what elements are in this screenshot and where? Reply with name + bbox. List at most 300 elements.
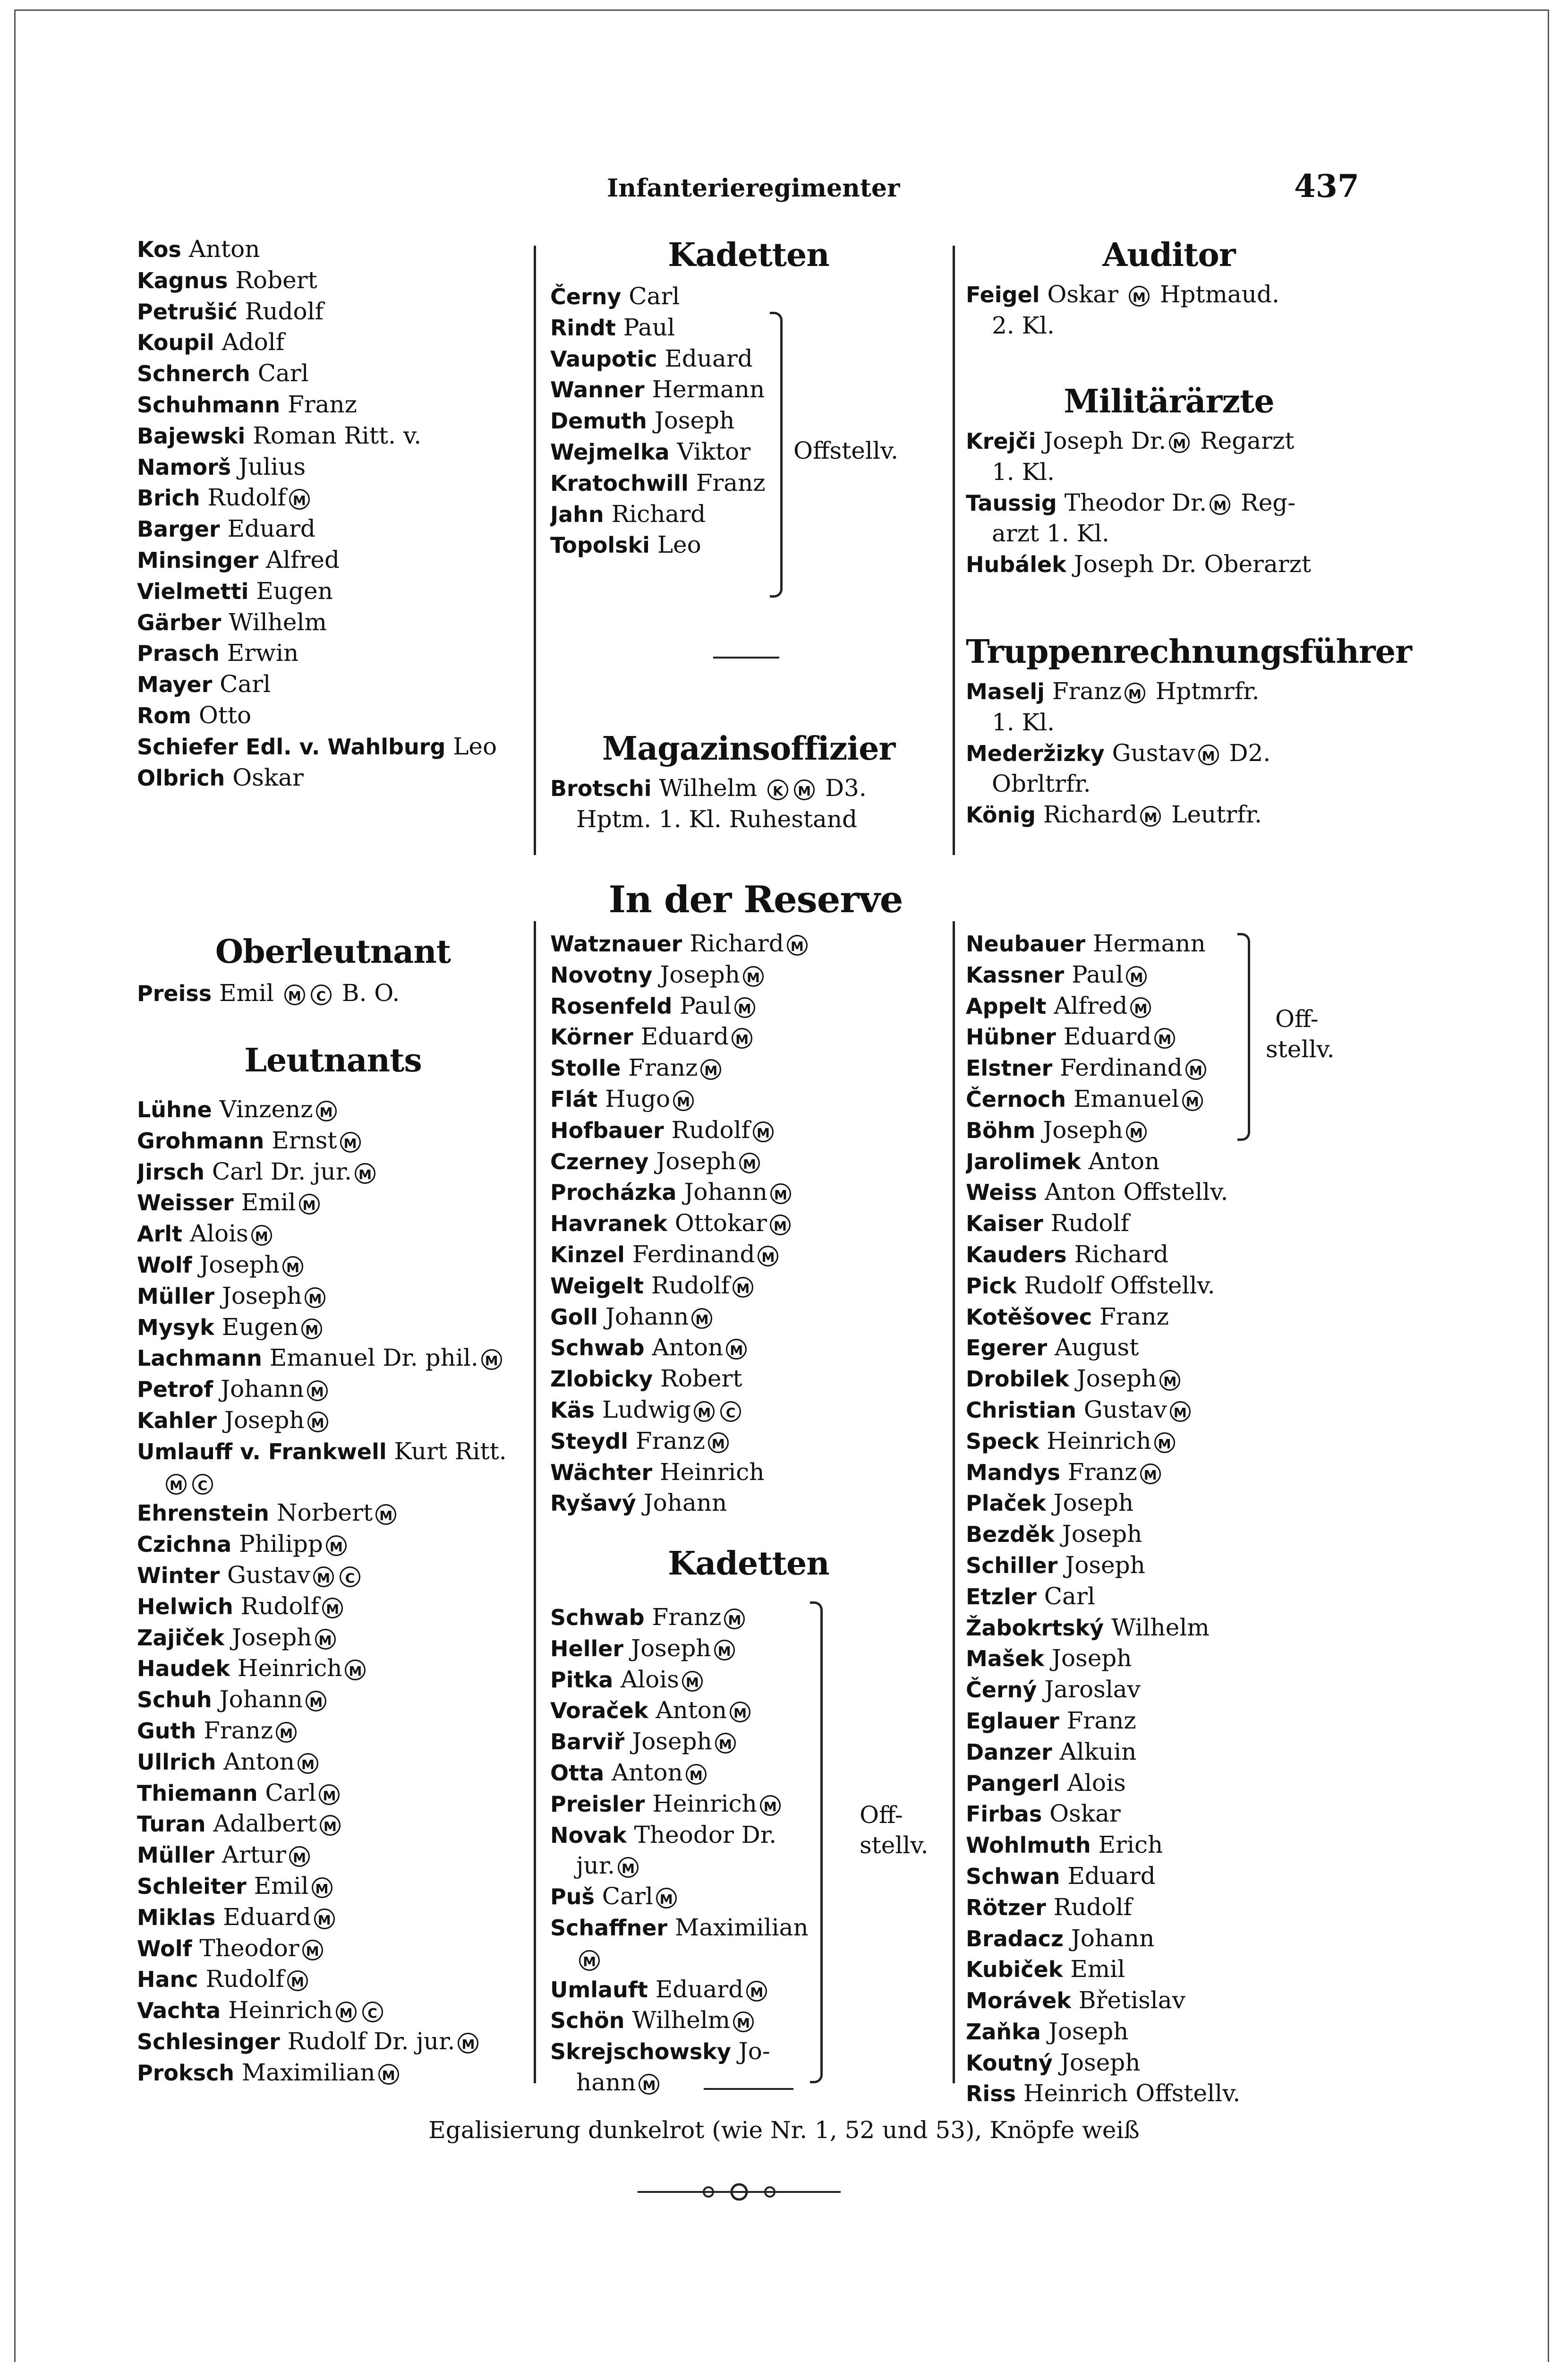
magazin-heading: Magazinsoffizier xyxy=(602,730,895,768)
entry-given-name: Ernst xyxy=(272,1126,337,1154)
list-item xyxy=(137,1746,529,1778)
entry-given-name: Paul xyxy=(680,992,732,1019)
list-item xyxy=(550,1757,815,1789)
entry-surname: Lachmann xyxy=(137,1345,262,1371)
brace-kadetten-2 xyxy=(810,1601,823,2083)
entry-given-name: Erich xyxy=(1098,1831,1163,1859)
entry-surname: Zaňka xyxy=(966,2019,1041,2045)
merit-medal-icon: M xyxy=(375,1504,396,1525)
merit-medal-icon: M xyxy=(1140,1463,1161,1484)
entry-given-name: Franz xyxy=(1099,1302,1169,1330)
entry-given-name: Wilhelm xyxy=(229,608,327,636)
entry-surname: Steydl xyxy=(550,1428,628,1454)
merit-medal-icon: M xyxy=(758,1246,778,1267)
entry-surname: Demuth xyxy=(550,408,647,434)
entry-given-name: Johann xyxy=(605,1302,689,1330)
entry-given-name: Anton xyxy=(652,1334,724,1361)
entry-surname: Hofbauer xyxy=(550,1117,664,1143)
merit-medal-icon: M xyxy=(732,1028,752,1049)
entry-surname: Wejmelka xyxy=(550,439,670,465)
entry-given-name: Adalbert xyxy=(213,1810,317,1838)
entry-surname: Puš xyxy=(550,1884,595,1910)
list-item xyxy=(966,1146,1391,1177)
entry-surname: Lühne xyxy=(137,1097,212,1122)
list-item xyxy=(550,1363,952,1395)
merit-medal-icon: M xyxy=(322,1598,343,1618)
list-item xyxy=(137,327,529,358)
entry-given-name: Jaroslav xyxy=(1044,1676,1141,1703)
entry-surname: Prasch xyxy=(137,641,220,667)
entry-given-name: Eduard xyxy=(655,1975,744,2003)
entry-surname: Kauders xyxy=(966,1241,1067,1267)
entry-surname: Černoch xyxy=(966,1086,1066,1112)
list-item xyxy=(966,1768,1391,1799)
entry-given-name: Leo xyxy=(453,732,497,760)
entry-surname: Kubiček xyxy=(966,1957,1063,1983)
list-item xyxy=(137,1156,529,1188)
entry-surname: Koupil xyxy=(137,330,214,356)
entry-surname: Havranek xyxy=(550,1211,667,1237)
list-item xyxy=(137,2057,529,2088)
entry-surname: Müller xyxy=(137,1842,214,1868)
entry-surname: König xyxy=(966,802,1036,828)
entry-given-name: Franz xyxy=(288,390,357,418)
list-item xyxy=(550,1177,952,1208)
entry-given-name: Alfred xyxy=(265,546,340,573)
entry-given-name: Joseph xyxy=(199,1250,280,1278)
list-item xyxy=(966,1581,1391,1612)
entry-given-name: Eugen xyxy=(222,1313,299,1341)
entry-given-name: Eduard xyxy=(640,1023,729,1051)
entry-given-name: Theodor Dr. xyxy=(634,1821,777,1849)
list-item xyxy=(550,405,777,436)
entry-surname: Miklas xyxy=(137,1904,216,1930)
list-item xyxy=(550,281,777,312)
merit-medal-icon: M xyxy=(770,1183,791,1204)
merit-medal-icon: M xyxy=(724,1609,745,1629)
list-item xyxy=(137,1498,529,1529)
list-item xyxy=(550,1664,815,1695)
entry-given-name: Johann xyxy=(643,1489,727,1517)
list-item xyxy=(137,1591,529,1622)
entry-surname: Böhm xyxy=(966,1117,1036,1143)
magazin-section xyxy=(550,727,947,835)
merit-medal-icon: M xyxy=(299,1194,320,1215)
list-item xyxy=(137,1778,529,1809)
entry-surname: Watznauer xyxy=(550,931,682,957)
list-item xyxy=(137,545,529,576)
entry-rank: Leutrfr. xyxy=(1164,801,1262,829)
entry-surname: Kinzel xyxy=(550,1241,625,1267)
entry-surname: Pangerl xyxy=(966,1770,1060,1796)
entry-surname: Bajewski xyxy=(137,423,246,449)
running-header: Infanterieregimenter xyxy=(607,174,900,203)
entry-given-name: Richard xyxy=(611,500,706,528)
merit-medal-icon: M xyxy=(289,489,310,510)
list-item xyxy=(550,468,777,499)
list-item xyxy=(550,991,952,1022)
merit-medal-icon: M xyxy=(1170,1401,1191,1422)
entry-surname: Petrušić xyxy=(137,299,238,325)
list-item xyxy=(550,2067,815,2098)
entry-surname: Czerney xyxy=(550,1148,649,1174)
entry-surname: Novak xyxy=(550,1822,627,1848)
list-item xyxy=(137,1374,529,1405)
footer-note: Egalisierung dunkelrot (wie Nr. 1, 52 und 53), Knöpfe weiß xyxy=(428,2116,1140,2144)
list-item xyxy=(550,959,952,991)
entry-surname: Pitka xyxy=(550,1667,614,1693)
entry-surname: Pick xyxy=(966,1273,1017,1299)
entry-surname: Kotěšovec xyxy=(966,1304,1092,1330)
merit-medal-icon: M xyxy=(639,2074,659,2095)
merit-medal-icon: M xyxy=(298,1753,318,1774)
list-item xyxy=(550,1270,952,1301)
entry-given-name: Joseph Dr. Oberarzt xyxy=(1074,550,1312,578)
list-item xyxy=(137,482,529,513)
column-1-names xyxy=(137,234,529,793)
entry-given-name: Franz xyxy=(652,1603,722,1631)
entry-surname: Schaffner xyxy=(550,1915,668,1941)
list-item xyxy=(966,1208,1391,1239)
oberleutnant-section xyxy=(137,931,529,1009)
entry-surname: Helwich xyxy=(137,1593,233,1619)
list-item xyxy=(137,1218,529,1249)
entry-given-name: Rudolf Dr. jur. xyxy=(287,2027,455,2055)
auditor-line2: 2. Kl. xyxy=(992,311,1055,339)
entry-given-name: Franz xyxy=(204,1716,273,1744)
entry-given-name: Oskar xyxy=(232,763,304,791)
merit-medal-icon: M xyxy=(320,1815,341,1836)
entry-surname: Zlobicky xyxy=(550,1366,653,1392)
list-item xyxy=(137,1840,529,1871)
ornament-divider-icon xyxy=(638,2182,841,2201)
merit-medal-icon: M xyxy=(345,1660,366,1680)
entry-given-name: Eugen xyxy=(256,577,333,605)
merit-medal-icon: M xyxy=(251,1225,272,1246)
list-item xyxy=(966,1270,1391,1301)
list-item xyxy=(550,436,777,468)
entry-surname: Krejči xyxy=(966,428,1036,454)
entry-surname: Haudek xyxy=(137,1656,230,1682)
entry-given-name: Joseph xyxy=(631,1634,711,1662)
list-item xyxy=(966,2047,1391,2079)
merit-medal-icon: M xyxy=(770,1215,791,1235)
list-item xyxy=(966,1612,1391,1643)
entry-given-name: Viktor xyxy=(677,437,751,465)
entry-surname: Kahler xyxy=(137,1407,217,1433)
entry-surname: Guth xyxy=(137,1718,196,1744)
entry-surname: Skrejschowsky xyxy=(550,2039,731,2065)
list-item xyxy=(966,2016,1391,2047)
list-item xyxy=(966,1798,1391,1830)
merit-medal-icon: M xyxy=(618,1857,639,1878)
merit-medal-icon: M xyxy=(733,1277,753,1298)
entry-given-name: Alois xyxy=(621,1665,679,1693)
entry-given-name: Johann xyxy=(221,1375,304,1403)
entry-surname: Vachta xyxy=(137,1998,221,2024)
entry-surname: Firbas xyxy=(966,1801,1042,1827)
list-item xyxy=(137,1125,529,1156)
list-item xyxy=(966,1737,1391,1768)
entry-surname: Kos xyxy=(137,237,181,262)
truppen-list xyxy=(966,676,1372,830)
entry-given-name: Hermann xyxy=(652,376,765,403)
entry-given-name: jur. xyxy=(576,1852,615,1880)
merit-medal-icon: M xyxy=(166,1474,187,1495)
entry-surname: Hanc xyxy=(137,1967,198,1993)
merit-medal-icon: M xyxy=(794,779,815,800)
list-item xyxy=(137,1436,529,1467)
list-item xyxy=(137,700,529,731)
list-item xyxy=(966,1550,1391,1581)
list-item xyxy=(137,1249,529,1281)
entry-surname: Taussig xyxy=(966,490,1057,516)
entry-given-name: Ludwig xyxy=(602,1395,691,1423)
entry-given-name: Carl xyxy=(1044,1582,1095,1610)
aerzte-heading: Militärärzte xyxy=(1064,383,1274,420)
entry-surname: Winter xyxy=(137,1562,220,1588)
entry-given-name: August xyxy=(1055,1334,1139,1361)
list-item xyxy=(137,1808,529,1840)
entry-given-name: Paul xyxy=(1071,960,1124,988)
entry-given-name: Franz xyxy=(1066,1706,1136,1734)
merit-medal-icon: M xyxy=(1126,1121,1147,1142)
list-item xyxy=(137,265,529,296)
entry-surname: Jahn xyxy=(550,501,604,527)
truppen-section xyxy=(966,631,1412,830)
list-item xyxy=(966,959,1391,991)
entry-surname: Turan xyxy=(137,1811,206,1837)
list-item xyxy=(550,928,952,959)
entry-surname: Preisler xyxy=(550,1791,645,1817)
merit-medal-icon: M xyxy=(287,1970,308,1991)
entry-surname: Umlauff v. Frankwell xyxy=(137,1438,387,1464)
list-item xyxy=(137,1560,529,1591)
entry-given-name: Joseph Dr. xyxy=(1043,427,1167,454)
merit-medal-icon: M xyxy=(302,1940,323,1960)
entry-given-name: Heinrich xyxy=(652,1789,757,1817)
entry-given-name: Richard xyxy=(1043,801,1138,829)
reserve-right-list xyxy=(966,928,1391,2109)
entry-given-name: Philipp xyxy=(239,1530,323,1558)
merit-medal-icon: M xyxy=(319,1784,340,1805)
entry-surname: Mederžizky xyxy=(966,740,1105,766)
entry-given-name: Maximilian xyxy=(675,1913,809,1941)
entry-surname: Hübner xyxy=(966,1024,1056,1050)
list-item xyxy=(137,1653,529,1684)
entry-surname: Zajiček xyxy=(137,1625,224,1651)
entry-surname: Schnerch xyxy=(137,361,250,387)
list-item xyxy=(550,1053,952,1084)
column-rule-1-top xyxy=(534,246,536,855)
list-item xyxy=(137,296,529,327)
entry-continuation: 1. Kl. xyxy=(992,458,1055,486)
truppen-heading: Truppenrechnungsführer xyxy=(966,633,1412,671)
list-item xyxy=(550,1457,952,1488)
list-item xyxy=(966,1395,1391,1426)
entry-given-name: Joseph xyxy=(224,1406,305,1434)
entry-surname: Weigelt xyxy=(550,1273,644,1299)
list-item xyxy=(966,426,1372,457)
page-number: 437 xyxy=(1294,168,1359,205)
auditor-heading: Auditor xyxy=(1102,236,1236,274)
entry-given-name: Gustav xyxy=(1083,1395,1167,1423)
entry-continuation: arzt 1. Kl. xyxy=(992,520,1109,548)
list-item xyxy=(137,1312,529,1343)
entry-given-name: Franz xyxy=(696,469,766,496)
entry-given-name: Heinrich xyxy=(228,1996,333,2024)
entry-surname: Procházka xyxy=(550,1180,677,1206)
merit-medal-icon: M xyxy=(312,1877,332,1898)
entry-given-name: Paul xyxy=(623,313,675,341)
entry-given-name: Eduard xyxy=(665,344,753,372)
entry-given-name: Ferdinand xyxy=(1060,1054,1183,1082)
entry-surname: Ryšavý xyxy=(550,1490,636,1516)
list-item xyxy=(966,1985,1391,2016)
entry-surname: Petrof xyxy=(137,1377,213,1403)
entry-given-name: Rudolf xyxy=(671,1116,750,1144)
list-item xyxy=(966,1488,1391,1519)
list-item xyxy=(550,1084,952,1115)
list-item xyxy=(137,1715,529,1746)
entry-given-name: Anton xyxy=(656,1696,727,1724)
entry-given-name: Rudolf xyxy=(1050,1209,1130,1237)
entry-given-name: Emil xyxy=(241,1189,296,1216)
merit-medal-icon: M xyxy=(730,1702,750,1722)
list-item xyxy=(966,488,1372,519)
entry-given-name: Anton xyxy=(188,235,260,263)
kadetten-2-brace-label-2: stellv. xyxy=(860,1831,929,1859)
entry-given-name: Carl xyxy=(220,670,271,698)
list-item xyxy=(137,731,529,762)
entry-given-name: Eduard xyxy=(1067,1862,1156,1890)
list-item xyxy=(137,607,529,638)
entry-given-name: Joseph xyxy=(1051,1644,1132,1672)
k-medal-icon: K xyxy=(767,779,788,800)
entry-surname: Schön xyxy=(550,2008,625,2034)
list-item xyxy=(137,1405,529,1436)
cross-medal-icon: C xyxy=(362,2002,383,2022)
aerzte-list xyxy=(966,426,1372,580)
entry-surname: Morávek xyxy=(966,1988,1071,2014)
cross-medal-icon: C xyxy=(192,1474,213,1495)
merit-medal-icon: M xyxy=(743,966,764,987)
entry-given-name: Richard xyxy=(1074,1240,1169,1268)
entry-surname: Schwan xyxy=(966,1863,1060,1889)
entry-surname: Arlt xyxy=(137,1221,183,1247)
entry-surname: Kagnus xyxy=(137,267,228,293)
leutnants-section xyxy=(137,1039,529,2088)
entry-given-name: Theodor xyxy=(199,1934,299,1962)
list-item xyxy=(966,1177,1391,1208)
list-item xyxy=(137,389,529,420)
entry-given-name: Robert xyxy=(235,266,317,294)
entry-given-name: Joseph xyxy=(1062,1520,1142,1548)
entry-surname: Koutný xyxy=(966,2050,1053,2076)
list-item xyxy=(550,530,777,561)
entry-surname: Wächter xyxy=(550,1459,653,1485)
entry-rank: Regarzt xyxy=(1193,427,1295,454)
entry-given-name: Joseph xyxy=(1076,1365,1157,1393)
entry-surname: Schuh xyxy=(137,1687,212,1713)
entry-surname: Topolski xyxy=(550,532,650,558)
merit-medal-icon: M xyxy=(715,1733,736,1754)
list-item xyxy=(966,1115,1391,1146)
list-item xyxy=(966,1861,1391,1892)
entry-surname: Weiss xyxy=(966,1180,1037,1206)
list-item xyxy=(550,1146,952,1177)
entry-surname: Flát xyxy=(550,1086,598,1112)
merit-medal-icon: M xyxy=(746,1981,767,2002)
list-item xyxy=(550,1239,952,1270)
entry-surname: Bradacz xyxy=(966,1926,1064,1951)
list-item xyxy=(966,1954,1391,1985)
merit-medal-icon: M xyxy=(1182,1090,1203,1111)
entry-given-name: Alkuin xyxy=(1059,1737,1137,1765)
entry-given-name: Joseph xyxy=(632,1728,712,1755)
merit-medal-icon: M xyxy=(579,1950,600,1971)
entry-given-name: Ottokar xyxy=(674,1209,767,1237)
entry-surname: Wolf xyxy=(137,1935,192,1961)
cross-medal-icon: C xyxy=(720,1401,741,1422)
entry-surname: Elstner xyxy=(966,1055,1053,1081)
kadetten-list-1 xyxy=(550,281,777,561)
list-item xyxy=(966,1705,1391,1737)
merit-medal-icon: M xyxy=(753,1121,774,1142)
entry-given-name: Alfred xyxy=(1054,992,1128,1019)
merit-medal-icon: M xyxy=(708,1432,729,1453)
kadetten-heading-1: Kadetten xyxy=(668,236,829,274)
entry-surname: Kaiser xyxy=(966,1211,1043,1237)
entry-given-name: Gustav xyxy=(227,1561,310,1589)
entry-given-name: Hermann xyxy=(1092,930,1206,957)
list-item xyxy=(550,1115,952,1146)
list-item xyxy=(966,1084,1391,1115)
list-item xyxy=(137,1995,529,2026)
list-item xyxy=(966,928,1391,959)
entry-given-name: Vinzenz xyxy=(219,1095,313,1123)
entry-surname: Rom xyxy=(137,702,191,728)
entry-surname: Vaupotic xyxy=(550,346,657,372)
merit-medal-icon: M xyxy=(1154,1432,1175,1453)
entry-surname: Wanner xyxy=(550,377,645,403)
entry-given-name: Alois xyxy=(189,1220,248,1248)
merit-medal-icon: M xyxy=(282,1256,303,1277)
cross-medal-icon: C xyxy=(311,984,332,1005)
merit-medal-icon: M xyxy=(787,935,808,956)
merit-medal-icon: M xyxy=(1159,1370,1180,1391)
entry-given-name: Joseph xyxy=(1060,2048,1141,2076)
entry-given-name: Franz xyxy=(628,1054,698,1082)
merit-medal-icon: M xyxy=(700,1059,721,1080)
list-item xyxy=(137,1933,529,1964)
entry-surname: Danzer xyxy=(966,1739,1052,1765)
reserve-heading: In der Reserve xyxy=(608,878,903,921)
list-item xyxy=(137,1187,529,1218)
entry-surname: Riss xyxy=(966,2081,1016,2107)
entry-surname: Rindt xyxy=(550,315,616,341)
list-item xyxy=(137,576,529,607)
entry-given-name: Kurt Ritt. xyxy=(394,1437,507,1465)
merit-medal-icon: M xyxy=(1130,997,1151,1018)
entry-given-name: Theodor Dr. xyxy=(1064,488,1207,516)
entry-surname: Goll xyxy=(550,1304,598,1330)
entry-given-name: Wilhelm xyxy=(1111,1613,1210,1641)
list-item xyxy=(966,1892,1391,1923)
entry-given-name: Julius xyxy=(239,453,306,480)
entry-surname: Jarolimek xyxy=(966,1148,1081,1174)
entry-rank: D2. xyxy=(1221,739,1271,767)
